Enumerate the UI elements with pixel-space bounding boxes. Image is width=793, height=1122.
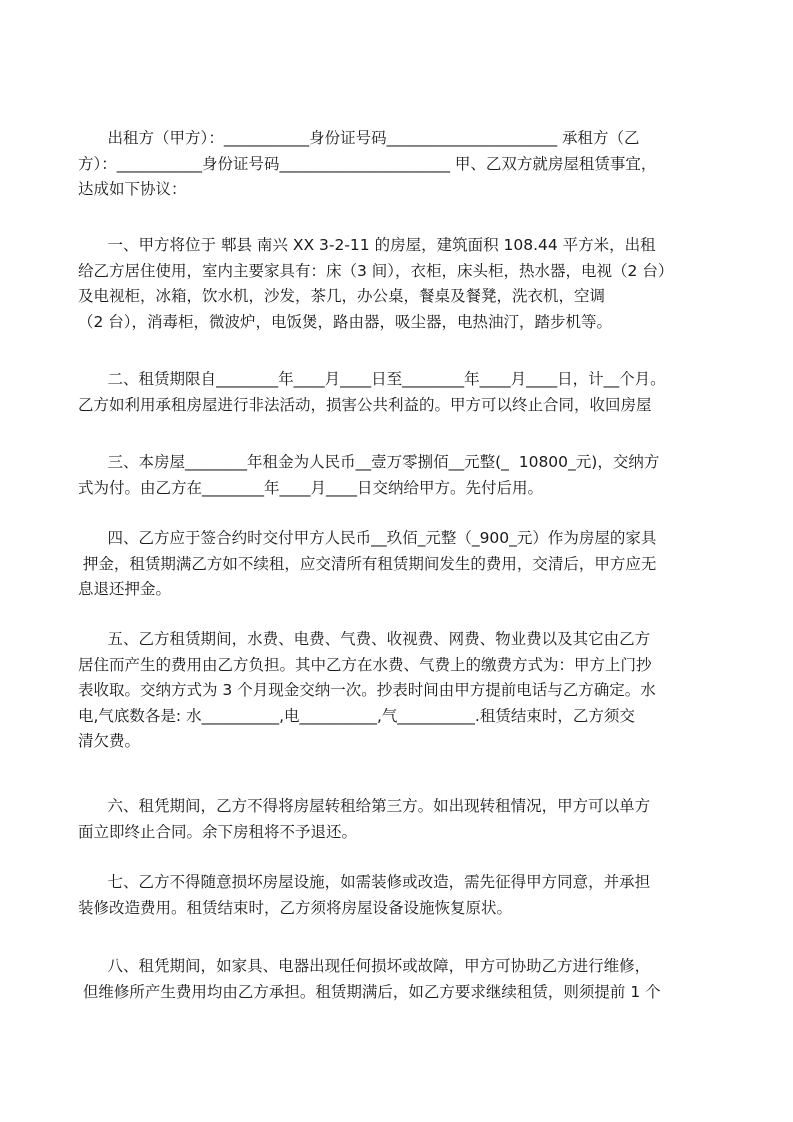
paragraph-clause-4 [78, 526, 718, 603]
text-line: 三、本房屋________年租金为人民币__壹万零捌佰__元整(_ 10800_元)，交纳方 [78, 453, 660, 471]
text-line: 面立即终止合同。余下房租将不予退还。 [78, 822, 358, 841]
text-line: （2 台），消毒柜，微波炉，电饭煲，路由器，吸尘器，电热油汀，踏步机等。 [78, 312, 613, 331]
text-line: 居住而产生的费用由乙方负担。其中乙方在水费、气费上的缴费方式为：甲方上门抄 [78, 655, 652, 674]
text-line: 给乙方居住使用，室内主要家具有：床（3 间），衣柜，床头柜，热水器，电视（2 台） [78, 261, 674, 280]
text-line: 六、租凭期间，乙方不得将房屋转租给第三方。如出现转租情况，甲方可以单方 [78, 797, 651, 815]
text-line: 七、乙方不得随意损坏房屋设施，如需装修或改造，需先征得甲方同意，并承担 [78, 873, 651, 891]
text-line: 清欠费。 [78, 732, 141, 750]
paragraph-clause-2 [78, 367, 718, 418]
text-line: 式为付。由乙方在________年____月____日交纳给甲方。先付后用。 [78, 478, 544, 497]
text-line: 二、租赁期限自________年____月____日至________年____月____日，计__个月。 [78, 370, 666, 388]
text-line: 息退还押金。 [78, 580, 172, 598]
paragraph-intro [78, 126, 718, 203]
text-line: 八、租凭期间，如家具、电器出现任何损坏或故障，甲方可协助乙方进行维修， [78, 957, 651, 975]
text-line: 电,气底数各是: 水__________,电__________,气__________.租赁结束时，乙方须交 [78, 706, 635, 725]
paragraph-clause-3 [78, 450, 718, 501]
text-line: 出租方（甲方）：___________身份证号码______________________ 承租方（乙 [78, 129, 640, 147]
text-line: 四、乙方应于签合约时交付甲方人民币__玖佰_元整（_900_元）作为房屋的家具 [78, 529, 657, 547]
paragraph-clause-6 [78, 794, 718, 845]
text-line: 及电视柜，冰箱，饮水机，沙发，茶几，办公桌，餐桌及餐凳，洗衣机，空调 [78, 287, 606, 305]
text-line: 但维修所产生费用均由乙方承担。租赁期满后，如乙方要求继续租赁，则须提前 1 个 [78, 982, 661, 1001]
text-line: 乙方如利用承租房屋进行非法活动，损害公共利益的。甲方可以终止合同，收回房屋 [78, 395, 652, 414]
text-line: 表收取。交纳方式为 3 个月现金交纳一次。抄表时间由甲方提前电话与乙方确定。水 [78, 681, 656, 699]
paragraph-clause-5 [78, 627, 718, 755]
paragraph-clause-8 [78, 954, 718, 1005]
paragraph-clause-1 [78, 233, 718, 335]
paragraph-clause-7 [78, 870, 718, 921]
text-line: 达成如下协议： [78, 180, 187, 198]
text-line: 方）：___________身份证号码______________________ 甲、乙双方就房屋租赁事宜， [78, 154, 657, 173]
text-line: 五、乙方租赁期间，水费、电费、气费、收视费、网费、物业费以及其它由乙方 [78, 630, 651, 648]
text-line: 一、甲方将位于 郫县 南兴 XX 3-2-11 的房屋，建筑面积 108.44 平方米，出租 [78, 236, 656, 254]
text-line: 装修改造费用。租赁结束时，乙方须将房屋设备设施恢复原状。 [78, 898, 513, 917]
text-line: 押金，租赁期满乙方如不续租，应交清所有租赁期间发生的费用，交清后，甲方应无 [78, 554, 657, 573]
